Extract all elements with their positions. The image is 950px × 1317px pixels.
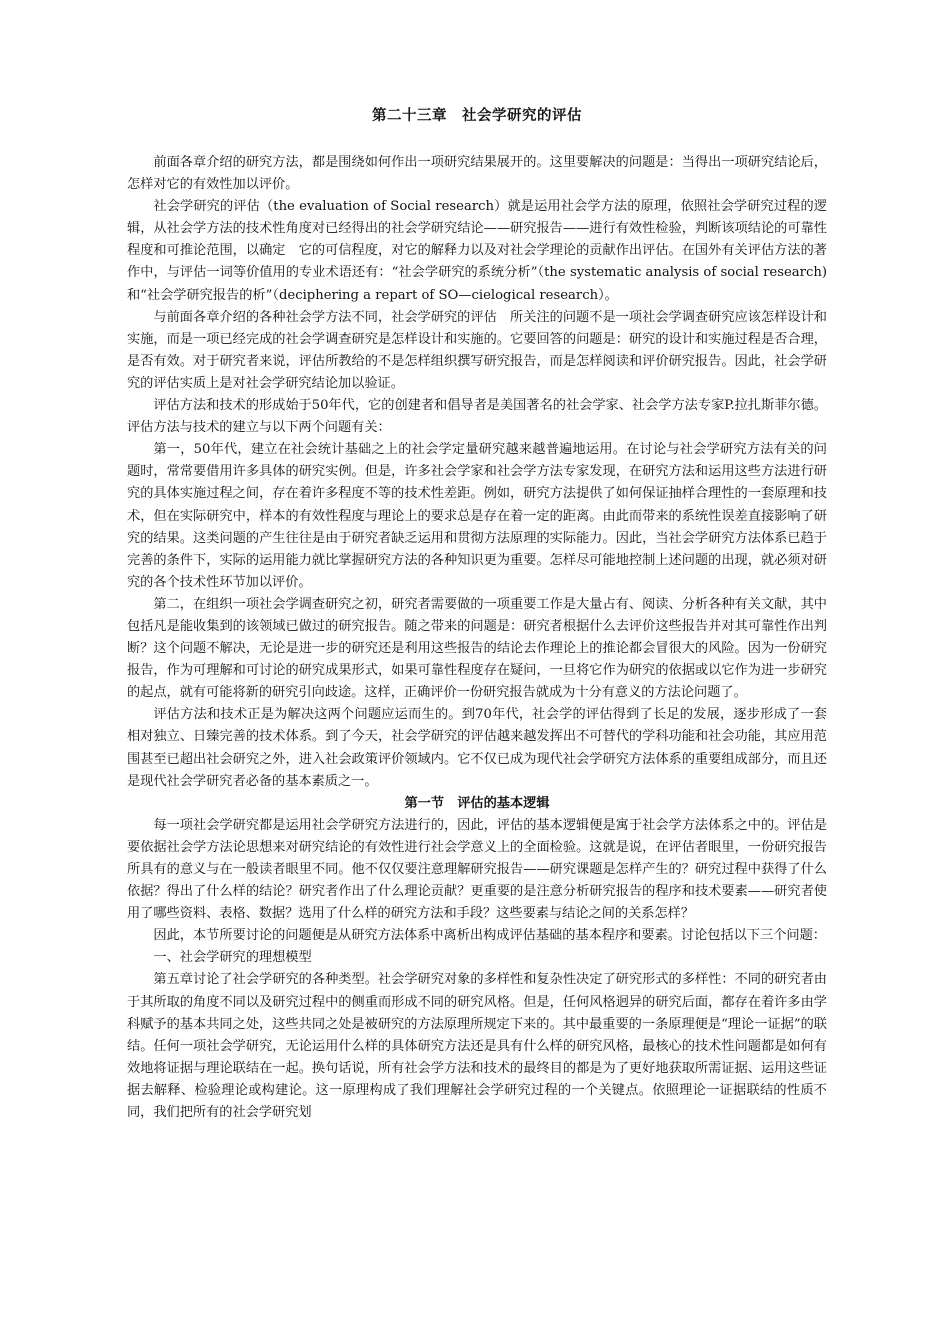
paragraph-intro-6: 第二，在组织一项社会学调查研究之初，研究者需要做的一项重要工作是大量占有、阅读、分析各种有关文献，其中包括凡是能收集到的该领域已做过的研究报告。随之带来的问题是：研究者根据什么去评价这些报告并对其可靠性作出判断？这个问题不解决，无论是进一步的研究还是利用这些报告的结论去作理论上的推论都会冒很大的风险。因为一份研究报告，作为可理解和可讨论的研究成果形式，如果可靠性程度存在疑问，一旦将它作为研究的依据或以它作为进一步研究的起点，就有可能将新的研究引向歧途。这样，正确评价一份研究报告就成为十分有意义的方法论问题了。 <box>127 596 827 701</box>
paragraph-intro-1: 前面各章介绍的研究方法，都是围绕如何作出一项研究结果展开的。这里要解决的问题是：当得出一项研究结论后，怎样对它的有效性加以评价。 <box>127 155 827 193</box>
paragraph-sub-1: 第五章讨论了社会学研究的各种类型。社会学研究对象的多样性和复杂性决定了研究形式的多样性：不同的研究者由于其所取的角度不同以及研究过程中的侧重而形成不同的研究风格。但是，任何风格迥异的研究后面，都存在着许多由学科赋予的基本共同之处，这些共同之处是被研究的方法原理所规定下来的。其中最重要的一条原理便是“理论一证据”的联结。任何一项社会学研究，无论运用什么样的具体研究方法还是具有什么样的研究风格，最核心的技术性问题都是如何有效地将证据与理论联结在一起。换句话说，所有社会学方法和技术的最终目的都是为了更好地获取所需证据、运用这些证据去解释、检验理论或构建论。这一原理构成了我们理解社会学研究过程的一个关键点。依照理论一证据联结的性质不同，我们把所有的社会学研究划 <box>127 972 827 1121</box>
document-page <box>127 106 827 1124</box>
paragraph-intro-3: 与前面各章介绍的各种社会学方法不同，社会学研究的评估 所关注的问题不是一项社会学调查研究应该怎样设计和实施，而是一项已经完成的社会学调查研究是怎样设计和实施的。它要回答的问题是：研究的设计和实施过程是否合理，是否有效。对于研究者来说，评估所教给的不是怎样组织撰写研究报告，而是怎样阅读和评价研究报告。因此，社会学研究的评估实质上是对社会学研究结论加以验证。 <box>127 309 827 391</box>
section-title: 第一节 评估的基本逻辑 <box>404 795 550 811</box>
paragraph-intro-4: 评估方法和技术的形成始于50年代，它的创建者和倡导者是美国著名的社会学家、社会学方法专家P.拉扎斯菲尔德。评估方法与技术的建立与以下两个问题有关： <box>127 398 827 436</box>
paragraph-intro-2: 社会学研究的评估（the evaluation of Social research）就是运用社会学方法的原理，依照社会学研究过程的逻辑，从社会学方法的技术性角度对已经得出的社会学研究结论——研究报告——进行有效性检验，判断该项结论的可靠性程度和可推论范围，以确定 它的可信程度，对它的解释力以及对社会学理论的贡献作出评估。在国外有关评估方法的著作中，与评估一词等价值用的专业术语还有：“社会学研究的系统分析”（the systematic analysis of social research)和“社会学研究报告的析”（deciphering a repart of SO—cielogical research）。 <box>127 199 827 303</box>
paragraph-intro-5: 第一，50年代，建立在社会统计基础之上的社会学定量研究越来越普遍地运用。在讨论与社会学研究方法有关的问题时，常常要借用许多具体的研究实例。但是，许多社会学家和社会学方法专家发现，在研究方法和运用这些方法进行研究的具体实施过程之间，存在着许多程度不等的技术性差距。例如，研究方法提供了如何保证抽样合理性的一套原理和技术，但在实际研究中，样本的有效性程度与理论上的要求总是存在着一定的距离。由此而带来的系统性误差直接影响了研究的结果。这类问题的产生往往是由于研究者缺乏运用和贯彻方法原理的实际能力。因此，当社会学研究方法体系已趋于完善的条件下，实际的运用能力就比掌握研究方法的各种知识更为重要。怎样尽可能地控制上述问题的出现，就必须对研究的各个技术性环节加以评价。 <box>127 442 827 590</box>
subheading: 一、社会学研究的理想模型 <box>153 950 312 966</box>
chapter-title: 第二十三章 社会学研究的评估 <box>372 107 582 124</box>
paragraph-section-1: 每一项社会学研究都是运用社会学研究方法进行的，因此，评估的基本逻辑便是寓于社会学方法体系之中的。评估是要依据社会学方法论思想来对研究结论的有效性进行社会学意义上的全面检验。这就是说，在评估者眼里，一份研究报告所具有的意义与在一般读者眼里不同。他不仅仅要注意理解研究报告——研究课题是怎样产生的？研究过程中获得了什么依据？得出了什么样的结论？研究者作出了什么理论贡献？更重要的是注意分析研究报告的程序和技术要素——研究者使用了哪些资料、表格、数据？选用了什么样的研究方法和手段？这些要素与结论之间的关系怎样？ <box>127 817 827 922</box>
paragraph-intro-7: 评估方法和技术正是为解决这两个问题应运而生的。到70年代，社会学的评估得到了长足的发展，逐步形成了一套相对独立、日臻完善的技术体系。到了今天，社会学研究的评估越来越发挥出不可替代的学科功能和社会功能，其应用范围甚至已超出社会研究之外，进入社会政策评价领域内。它不仅已成为现代社会学研究方法体系的重要组成部分，而且还是现代社会学研究者必备的基本素质之一。 <box>127 707 827 789</box>
paragraph-section-2: 因此，本节所要讨论的问题便是从研究方法体系中离析出构成评估基础的基本程序和要素。讨论包括以下三个问题： <box>153 928 826 944</box>
